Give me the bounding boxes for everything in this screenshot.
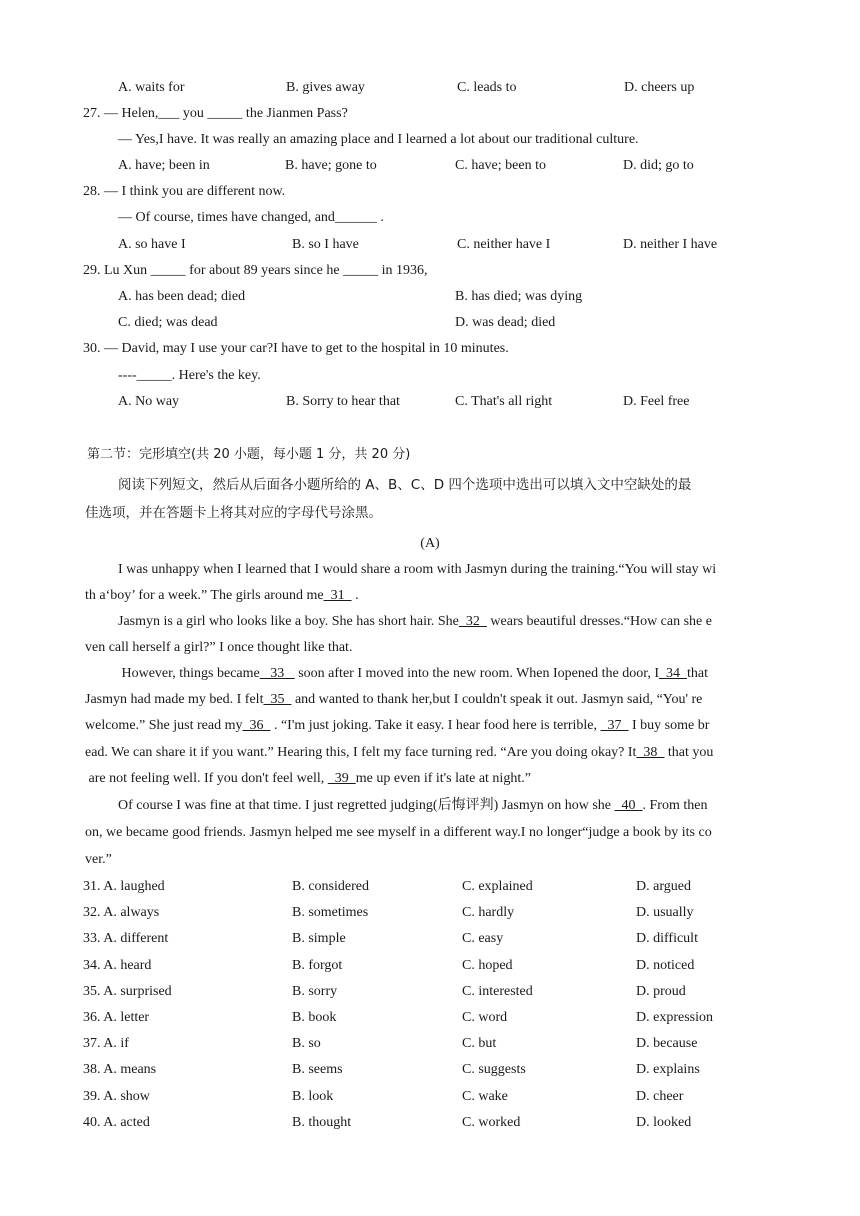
option-38-d: D. explains: [636, 1062, 700, 1077]
option-35-a: 35. A. surprised: [83, 984, 172, 999]
option-40-b: B. thought: [292, 1115, 352, 1130]
option-40-d: D. looked: [636, 1115, 692, 1130]
q27-option-d: D. did; go to: [623, 158, 694, 173]
q30-reply: ----_____. Here's the key.: [118, 368, 261, 383]
blank-33: 33: [259, 666, 295, 681]
q30-stem: 30. — David, may I use your car?I have to get to the hospital in 10 minutes.: [83, 341, 509, 356]
q29-option-c: C. died; was dead: [118, 315, 218, 330]
option-36-c: C. word: [462, 1010, 508, 1025]
option-36-b: B. book: [292, 1010, 337, 1025]
option-39-c: C. wake: [462, 1089, 508, 1104]
blank-39: 39: [327, 771, 356, 786]
option-33-d: D. difficult: [636, 931, 698, 946]
q28-option-b: B. so I have: [292, 237, 359, 252]
passage-p3-line3: welcome.” She just read my 36 . “I'm just joking. Take it easy. I hear food here is terrible, 37 I buy some br: [85, 718, 710, 733]
q27-option-a: A. have; been in: [118, 158, 210, 173]
option-35-d: D. proud: [636, 984, 686, 999]
option-34-b: B. forgot: [292, 958, 343, 973]
option-32-a: 32. A. always: [83, 905, 160, 920]
q26-option-c: C. leads to: [457, 80, 517, 95]
option-37-d: D. because: [636, 1036, 698, 1051]
option-32-b: B. sometimes: [292, 905, 369, 920]
blank-38: 38: [636, 745, 665, 760]
blank-40: 40: [614, 798, 643, 813]
q30-option-c: C. That's all right: [455, 394, 553, 409]
blank-37: 37: [600, 718, 629, 733]
q29-option-a: A. has been dead; died: [118, 289, 246, 304]
option-31-a: 31. A. laughed: [83, 879, 165, 894]
section-instruction-line1: 阅读下列短文，然后从后面各小题所给的 A、B、C、D 四个选项中选出可以填入文中空缺处的最: [118, 477, 692, 493]
option-35-c: C. interested: [462, 984, 533, 999]
option-31-c: C. explained: [462, 879, 533, 894]
option-35-b: B. sorry: [292, 984, 338, 999]
option-39-d: D. cheer: [636, 1089, 684, 1104]
option-32-d: D. usually: [636, 905, 694, 920]
q28-option-a: A. so have I: [118, 237, 186, 252]
q26-option-a: A. waits for: [118, 80, 185, 95]
passage-p4-line1: Of course I was fine at that time. I just regretted judging(后悔评判) Jasmyn on how she 40 . From then: [118, 798, 708, 813]
q30-option-b: B. Sorry to hear that: [286, 394, 400, 409]
blank-36: 36: [242, 718, 271, 733]
passage-p3-line2: Jasmyn had made my bed. I felt 35 and wanted to thank her,but I couldn't speak it out. Jasmyn said, “You' re: [85, 692, 703, 707]
q28-option-c: C. neither have I: [457, 237, 551, 252]
q28-stem: 28. — I think you are different now.: [83, 184, 286, 199]
passage-p3-line1: However, things became 33 soon after I moved into the new room. When Iopened the door, I 34 that: [118, 666, 708, 681]
passage-p1-line1: I was unhappy when I learned that I would share a room with Jasmyn during the training.“You will stay wi: [118, 562, 717, 577]
blank-34: 34: [658, 666, 687, 681]
q27-reply: — Yes,I have. It was really an amazing place and I learned a lot about our traditional culture.: [118, 132, 639, 147]
option-34-d: D. noticed: [636, 958, 695, 973]
passage-p1-line2: th a‘boy’ for a week.” The girls around me 31 .: [85, 588, 359, 603]
section-instruction-line2: 佳选项，并在答题卡上将其对应的字母代号涂黑。: [85, 505, 382, 521]
q26-option-d: D. cheers up: [624, 80, 695, 95]
q29-stem: 29. Lu Xun _____ for about 89 years since he _____ in 1936,: [83, 263, 428, 278]
passage-p4-line3: ver.”: [85, 852, 112, 867]
option-31-b: B. considered: [292, 879, 369, 894]
option-33-b: B. simple: [292, 931, 346, 946]
option-39-a: 39. A. show: [83, 1089, 150, 1104]
option-38-a: 38. A. means: [83, 1062, 157, 1077]
q28-reply: — Of course, times have changed, and______ .: [118, 210, 384, 225]
option-36-d: D. expression: [636, 1010, 713, 1025]
option-34-a: 34. A. heard: [83, 958, 152, 973]
q27-stem: 27. — Helen,___ you _____ the Jianmen Pass?: [83, 106, 348, 121]
q29-option-d: D. was dead; died: [455, 315, 556, 330]
option-37-a: 37. A. if: [83, 1036, 129, 1051]
q30-option-a: A. No way: [118, 394, 180, 409]
q29-option-b: B. has died; was dying: [455, 289, 583, 304]
q28-option-d: D. neither I have: [623, 237, 718, 252]
passage-p2-line2: ven call herself a girl?” I once thought like that.: [85, 640, 353, 655]
option-40-a: 40. A. acted: [83, 1115, 150, 1130]
passage-p3-line4: ead. We can share it if you want.” Hearing this, I felt my face turning red. “Are you doing okay? It 38 that you: [85, 745, 714, 760]
q26-option-b: B. gives away: [286, 80, 365, 95]
passage-p3-line5: are not feeling well. If you don't feel well, 39 me up even if it's late at night.”: [85, 771, 531, 786]
option-37-c: C. but: [462, 1036, 497, 1051]
option-38-b: B. seems: [292, 1062, 343, 1077]
blank-31: 31: [323, 588, 352, 603]
option-40-c: C. worked: [462, 1115, 521, 1130]
option-37-b: B. so: [292, 1036, 321, 1051]
option-39-b: B. look: [292, 1089, 334, 1104]
option-33-a: 33. A. different: [83, 931, 169, 946]
section-heading: 第二节：完形填空(共 20 小题，每小题 1 分，共 20 分): [87, 447, 411, 462]
blank-32: 32: [458, 614, 487, 629]
option-33-c: C. easy: [462, 931, 504, 946]
option-34-c: C. hoped: [462, 958, 513, 973]
blank-35: 35: [263, 692, 292, 707]
q27-option-b: B. have; gone to: [285, 158, 377, 173]
option-31-d: D. argued: [636, 879, 691, 894]
option-38-c: C. suggests: [462, 1062, 526, 1077]
option-32-c: C. hardly: [462, 905, 515, 920]
q30-option-d: D. Feel free: [623, 394, 690, 409]
q27-option-c: C. have; been to: [455, 158, 546, 173]
option-36-a: 36. A. letter: [83, 1010, 150, 1025]
passage-p4-line2: on, we became good friends. Jasmyn helped me see myself in a different way.I no longer“judge a book by its co: [85, 825, 712, 840]
passage-p2-line1: Jasmyn is a girl who looks like a boy. She has short hair. She 32 wears beautiful dresses.“How can she e: [118, 614, 712, 629]
passage-label: (A): [420, 536, 440, 551]
